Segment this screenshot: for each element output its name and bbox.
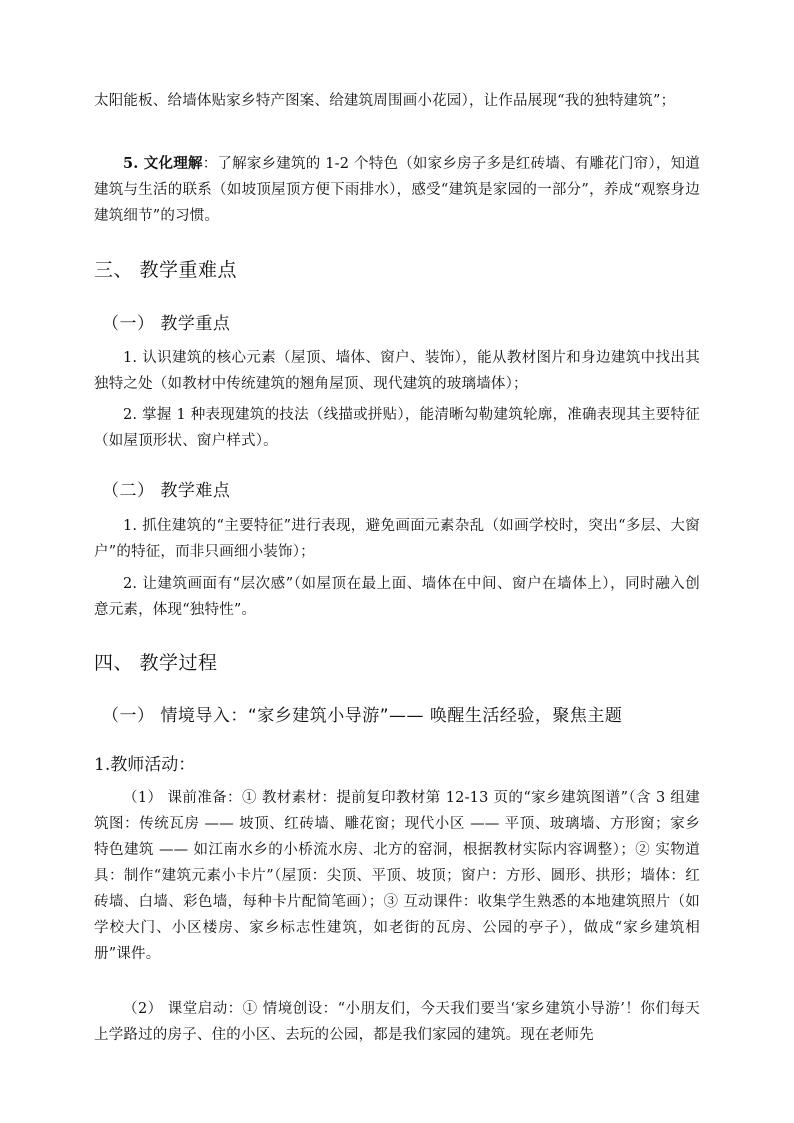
teacher-activity-heading: 1.教师活动： xyxy=(94,755,196,775)
section-4-heading: 四、 教学过程 xyxy=(94,652,218,674)
objective-5-text: ：了解家乡建筑的 1-2 个特色（如家乡房子多是红砖墙、有雕花门帘），知道建筑与生活的联系（如坡顶屋顶方便下雨排水），感受“建筑是家园的一部分”，养成“观察身边建筑细节”的习惯。 xyxy=(94,156,700,224)
section-3-heading: 三、 教学重难点 xyxy=(94,259,238,281)
step-preparation-paragraph: （1） 课前准备：① 教材素材：提前复印教材第 12-13 页的“家乡建筑图谱”（含 3 组建筑图：传统瓦房 —— 坡顶、红砖墙、雕花窗；现代小区 —— 平顶、玻璃墙、方形窗；家乡特色建筑 —— 如江南水乡的小桥流水房、北方的窑洞，根据教材实际内容调整）；② 实物道具：制作“建筑元素小卡片”（屋顶：尖顶、平顶、坡顶；窗户：方形、圆形、拱形；墙体：红砖墙、白墙、彩色墙，每种卡片配简笔画）；③ 互动课件：收集学生熟悉的本地建筑照片（如学校大门、小区楼房、家乡标志性建筑，如老街的瓦房、公园的亭子），做成“家乡建筑相册”课件。 xyxy=(94,790,700,962)
objective-5-paragraph xyxy=(94,151,700,229)
objective-5-label: 5. 文化理解 xyxy=(123,155,203,172)
difficult-point-1: 1. 抓住建筑的“主要特征”进行表现，避免画面元素杂乱（如画学校时，突出“多层、大窗户”的特征，而非只画细小装饰）； xyxy=(94,518,700,560)
key-point-1: 1. 认识建筑的核心元素（屋顶、墙体、窗户、装饰），能从教材图片和身边建筑中找出其独特之处（如教材中传统建筑的翘角屋顶、现代建筑的玻璃墙体）； xyxy=(94,350,700,392)
step-start-paragraph: （2） 课堂启动：① 情境创设：“小朋友们，今天我们要当‘家乡建筑小导游’！你们每天上学路过的房子、住的小区、去玩的公园，都是我们家园的建筑。现在老师先 xyxy=(94,1001,700,1043)
key-point-2: 2. 掌握 1 种表现建筑的技法（线描或拼贴），能清晰勾勒建筑轮廓，准确表现其主要特征（如屋顶形状、窗户样式）。 xyxy=(94,407,700,449)
situation-intro-heading: （一） 情境导入：“家乡建筑小导游”—— 唤醒生活经验，聚焦主题 xyxy=(102,706,623,726)
difficult-points-heading: （二） 教学难点 xyxy=(102,481,231,501)
continuation-paragraph: 太阳能板、给墙体贴家乡特产图案、给建筑周围画小花园），让作品展现“我的独特建筑”； xyxy=(94,93,676,109)
key-points-heading: （一） 教学重点 xyxy=(102,314,231,334)
difficult-point-2: 2. 让建筑画面有“层次感”（如屋顶在最上面、墙体在中间、窗户在墙体上），同时融入创意元素，体现“独特性”。 xyxy=(94,576,700,618)
